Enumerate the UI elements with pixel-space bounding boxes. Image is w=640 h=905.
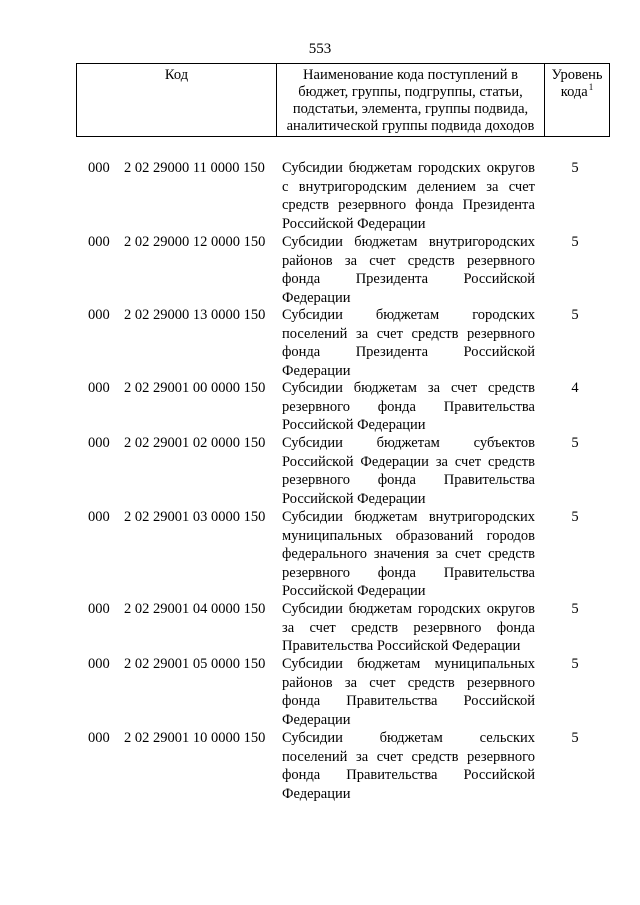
row-admin-code: 000 bbox=[88, 509, 110, 525]
table-header bbox=[76, 63, 610, 137]
header-level-label: Уровень кода bbox=[551, 67, 603, 100]
row-level: 5 bbox=[571, 160, 579, 176]
row-admin-code: 000 bbox=[88, 234, 110, 250]
row-admin-code: 000 bbox=[88, 730, 110, 746]
row-level: 5 bbox=[571, 307, 579, 323]
row-level: 5 bbox=[571, 234, 579, 250]
row-budget-code: 2 02 29001 04 0000 150 bbox=[124, 601, 266, 617]
row-budget-code: 2 02 29001 00 0000 150 bbox=[124, 380, 266, 396]
row-level: 5 bbox=[571, 435, 579, 451]
row-admin-code: 000 bbox=[88, 656, 110, 672]
row-budget-code: 2 02 29001 10 0000 150 bbox=[124, 730, 266, 746]
row-level: 5 bbox=[571, 656, 579, 672]
header-code-label: Код bbox=[164, 67, 189, 83]
row-name: Субсидии бюджетам субъектов Российской Федерации за счет средств резервного фонда Правительства Российской Федерации bbox=[282, 435, 535, 507]
row-name: Субсидии бюджетам внутригородских районов за счет средств резервного фонда Президента Российской Федерации bbox=[282, 234, 535, 306]
header-code-cell bbox=[77, 64, 277, 136]
row-budget-code: 2 02 29000 12 0000 150 bbox=[124, 234, 266, 250]
row-name: Субсидии бюджетам за счет средств резервного фонда Правительства Российской Федерации bbox=[282, 380, 535, 433]
row-name: Субсидии бюджетам внутригородских муниципальных образований городов федерального значения за счет средств резервного фонда Правительства Российской Федерации bbox=[282, 509, 535, 599]
header-level-footnote: 1 bbox=[588, 82, 594, 93]
page-number: 553 bbox=[308, 41, 332, 57]
row-budget-code: 2 02 29001 03 0000 150 bbox=[124, 509, 266, 525]
row-level: 5 bbox=[571, 601, 579, 617]
row-name: Субсидии бюджетам городских поселений за счет средств резервного фонда Президента Российской Федерации bbox=[282, 307, 535, 379]
row-name: Субсидии бюджетам городских округов с внутригородским делением за счет средств резервного фонда Президента Российской Федерации bbox=[282, 160, 535, 232]
row-admin-code: 000 bbox=[88, 435, 110, 451]
row-admin-code: 000 bbox=[88, 307, 110, 323]
row-admin-code: 000 bbox=[88, 160, 110, 176]
row-level: 5 bbox=[571, 509, 579, 525]
row-budget-code: 2 02 29000 13 0000 150 bbox=[124, 307, 266, 323]
row-level: 4 bbox=[571, 380, 579, 396]
header-name-cell bbox=[277, 64, 545, 136]
row-admin-code: 000 bbox=[88, 380, 110, 396]
row-budget-code: 2 02 29000 11 0000 150 bbox=[124, 160, 265, 176]
row-budget-code: 2 02 29001 05 0000 150 bbox=[124, 656, 266, 672]
row-name: Субсидии бюджетам сельских поселений за счет средств резервного фонда Правительства Российской Федерации bbox=[282, 730, 535, 802]
row-level: 5 bbox=[571, 730, 579, 746]
row-budget-code: 2 02 29001 02 0000 150 bbox=[124, 435, 266, 451]
row-admin-code: 000 bbox=[88, 601, 110, 617]
row-name: Субсидии бюджетам муниципальных районов за счет средств резервного фонда Правительства Российской Федерации bbox=[282, 656, 535, 728]
header-level-cell bbox=[545, 64, 609, 136]
row-name: Субсидии бюджетам городских округов за счет средств резервного фонда Правительства Российской Федерации bbox=[282, 601, 535, 654]
header-name-label: Наименование кода поступлений в бюджет, группы, подгруппы, статьи, подстатьи, элемента, группы подвида, аналитической группы подвида доходов bbox=[286, 67, 535, 134]
